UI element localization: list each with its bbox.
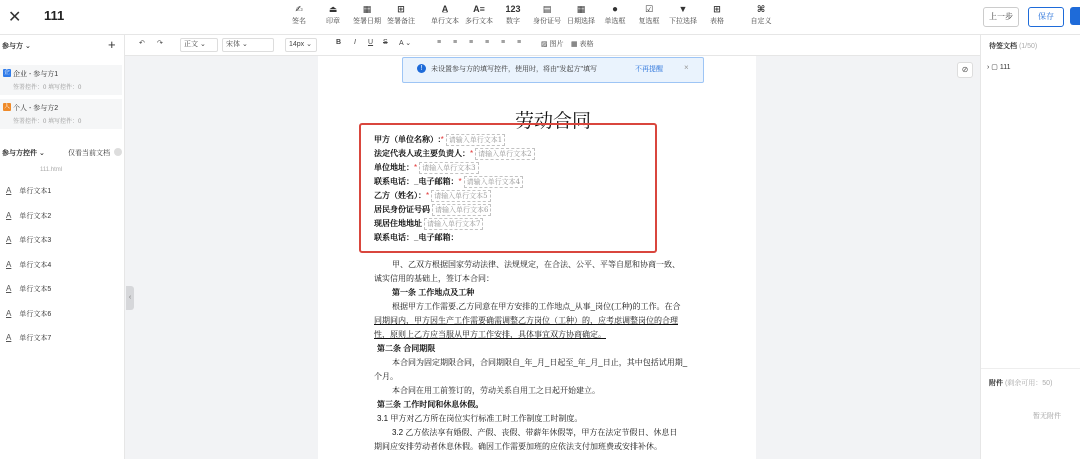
field-item[interactable] [6, 186, 51, 196]
underline-button[interactable]: U [368, 39, 374, 46]
divider [981, 368, 1080, 369]
field-item[interactable] [6, 309, 51, 319]
party-name: 企业 - 参与方1 [13, 71, 59, 78]
date-icon: ▦ [576, 4, 586, 14]
body-text: 本合同在用工前签订的，劳动关系自用工之日起开始建立。 [392, 386, 600, 395]
align-left-icon[interactable]: ≡ [437, 39, 442, 46]
redo-icon[interactable]: ↷ [157, 40, 163, 47]
text-field-placeholder[interactable]: 请输入单行文本2 [475, 148, 534, 160]
body-text: 同期间内，甲方因生产工作需要确需调整乙方岗位（工种）的，应考虑调整岗位的合理 [374, 316, 678, 325]
settings-icon[interactable]: ⊘ [957, 62, 973, 78]
field-label: 单行文本5 [19, 286, 52, 293]
attach-count: (剩余可用：50) [1004, 380, 1053, 387]
text-icon: A [6, 260, 12, 269]
tool-radio[interactable] [598, 3, 632, 26]
party-controls-title[interactable]: 参与方控件 ⌄ [2, 150, 45, 157]
custom-icon: ⌘ [756, 4, 766, 14]
field-label: 单行文本2 [19, 213, 52, 220]
tool-table[interactable] [700, 3, 734, 26]
tool-label: 数字 [506, 18, 520, 25]
field-item[interactable] [6, 235, 51, 245]
section-heading: 第三条 工作时间和休息休假。 [377, 400, 484, 409]
tool-checkbox[interactable] [632, 3, 666, 26]
send-button[interactable] [1070, 7, 1080, 25]
tool-label: 单选框 [604, 18, 626, 25]
number-icon: 123 [505, 4, 521, 14]
dont-remind-link[interactable]: 不再提醒 [635, 66, 663, 73]
tool-label: 多行文本 [465, 18, 493, 25]
tool-label: 下拉选择 [669, 18, 697, 25]
pending-docs-title [989, 41, 1037, 51]
document-name: 111 [44, 8, 65, 23]
party-a-name-line [374, 134, 505, 146]
text-icon: A [6, 186, 12, 195]
text-icon: A [6, 309, 12, 318]
tool-sign-date[interactable] [350, 3, 384, 26]
text-icon: A [6, 211, 12, 220]
person-icon: 人 [3, 104, 10, 110]
paragraph-style-select[interactable]: 正文 ⌄ [180, 38, 218, 52]
body-text: 本合同为固定期限合同，合同期限自_年_月_日起至_年_月_日止，其中包括试用期_ [392, 358, 688, 367]
close-icon[interactable]: ✕ [8, 9, 22, 26]
id-card-icon: ▤ [542, 4, 552, 14]
participants-title[interactable]: 参与方 ⌄ [2, 43, 31, 50]
tool-label: 身份证号 [533, 18, 561, 25]
tool-label: 日期选择 [567, 18, 595, 25]
document-title: 劳动合同 [515, 110, 592, 132]
participants-panel [0, 35, 125, 459]
text-icon: A̲ [441, 4, 449, 14]
text-field-placeholder[interactable]: 请输入单行文本4 [464, 176, 523, 188]
close-icon[interactable]: × [684, 63, 689, 72]
field-item[interactable] [6, 260, 51, 270]
tool-label: 签署备注 [387, 18, 415, 25]
strikethrough-button[interactable]: S [383, 39, 388, 46]
add-participant-icon[interactable]: + [108, 37, 116, 52]
required-mark: * [470, 149, 474, 158]
text-field-placeholder[interactable]: 请输入单行文本3 [419, 162, 478, 174]
field-item[interactable] [6, 284, 51, 294]
body-text: 期间应安排劳动者休息休假。确因工作需要加班的应依法支付加班费或安排补休。 [374, 442, 662, 451]
field-label: 单行文本4 [19, 262, 52, 269]
calendar-icon: ▦ [362, 4, 372, 14]
field-label: 单行文本1 [19, 188, 52, 195]
align-center-icon[interactable]: ≡ [453, 39, 458, 46]
required-mark: * [458, 177, 462, 186]
tool-label: 签名 [292, 18, 306, 25]
party-company[interactable] [0, 65, 122, 95]
body-text: 诚实信用的基础上，签订本合同： [374, 274, 494, 283]
italic-button[interactable]: I [354, 39, 356, 46]
tool-label: 单行文本 [431, 18, 459, 25]
line-label: 联系电话：_电子邮箱： [374, 233, 459, 242]
body-text: 3.1 甲方对乙方所在岗位实行标准工时工作制度工时制度。 [377, 414, 583, 423]
table-icon: ⊞ [713, 4, 721, 14]
show-current-toggle[interactable] [114, 148, 122, 156]
font-family-select[interactable]: 宋体 ⌄ [222, 38, 274, 52]
line-label: 联系电话：_电子邮箱： [374, 177, 459, 186]
body-text: 个月。 [374, 372, 398, 381]
editor-toolbar [125, 35, 980, 56]
field-label: 单行文本3 [19, 237, 52, 244]
line-label: 单位地址： [374, 163, 414, 172]
attach-title-text: 附件 [989, 380, 1003, 387]
contact-line-b [374, 232, 458, 243]
bold-button[interactable]: B [336, 39, 342, 46]
party-name: 个人 - 参与方2 [13, 105, 59, 112]
party-b-name-line [374, 190, 491, 202]
align-right-icon[interactable]: ≡ [469, 39, 474, 46]
text-icon: A [6, 235, 12, 244]
indent-icon[interactable]: ≡ [485, 39, 490, 46]
party-stats: 签署控件：0 填写控件：0 [13, 119, 82, 125]
body-text: 根据甲方工作需要,乙方同意在甲方安排的工作地点_从事_岗位(工种)的工作。在合 [392, 302, 681, 311]
tool-label: 印章 [326, 18, 340, 25]
contact-line [374, 176, 523, 188]
party-stats: 签署控件：0 填写控件：0 [13, 85, 82, 91]
residence-line [374, 218, 483, 230]
line-label: 甲方（单位名称）: [374, 135, 441, 144]
company-address-line [374, 162, 479, 174]
tool-label: 签署日期 [353, 18, 381, 25]
notice-text: 未设置参与方的填写控件，使用时，将由"发起方"填写 [431, 66, 597, 73]
required-mark: * [440, 135, 444, 144]
field-label: 单行文本7 [19, 335, 52, 342]
file-name: 111.html [40, 167, 63, 173]
tool-date-select[interactable] [564, 3, 598, 26]
tool-label: 表格 [710, 18, 724, 25]
seal-icon: ⏏ [328, 4, 338, 14]
tool-multi-line-text[interactable] [462, 3, 496, 26]
notice-banner [402, 57, 704, 83]
top-bar [0, 0, 1080, 35]
prev-step-button[interactable]: 上一步 [983, 7, 1019, 27]
no-attachments-text: 暂无附件 [1033, 413, 1061, 420]
text-field-placeholder[interactable]: 请输入单行文本1 [446, 134, 505, 146]
attachments-title [989, 378, 1052, 388]
radio-icon: ● [611, 4, 619, 15]
pending-docs-panel [980, 35, 1080, 459]
tool-custom[interactable] [744, 3, 778, 26]
insert-table-button[interactable]: ▦ 表格 [571, 41, 594, 48]
line-label: 法定代表人或主要负责人： [374, 149, 470, 158]
section-heading: 第二条 合同期限 [377, 344, 436, 353]
multiline-text-icon: A≡ [473, 4, 485, 14]
required-mark: * [414, 163, 418, 172]
font-size-select[interactable]: 14px ⌄ [285, 38, 317, 52]
line-label: 居民身份证号码 [374, 205, 430, 214]
doc-list-item[interactable]: › ▢ 111 [987, 64, 1011, 71]
line-label: 现居住地地址 [374, 219, 422, 228]
show-current-label: 仅看当前文档 [68, 150, 110, 157]
line-label: 乙方（姓名）： [374, 191, 426, 200]
tool-id-number[interactable] [530, 3, 564, 26]
text-field-placeholder[interactable]: 请输入单行文本6 [432, 204, 491, 216]
info-icon: ! [417, 64, 426, 73]
tool-label: 自定义 [750, 18, 772, 25]
tool-sign-note[interactable] [384, 3, 418, 26]
tool-dropdown[interactable] [666, 3, 700, 26]
text-field-placeholder[interactable]: 请输入单行文本7 [424, 218, 483, 230]
id-number-line [374, 204, 491, 216]
font-color-button[interactable]: A ⌄ [399, 40, 412, 47]
field-item[interactable] [6, 333, 51, 343]
collapse-panel-handle[interactable]: ‹ [126, 286, 134, 310]
legal-rep-line [374, 148, 535, 160]
signature-icon: ✍ [295, 4, 303, 14]
outdent-icon[interactable]: ≡ [501, 39, 506, 46]
checkbox-icon: ☑ [644, 4, 654, 14]
tool-number[interactable] [496, 3, 530, 26]
dropdown-icon: ▼ [678, 4, 688, 14]
tool-label: 复选框 [638, 18, 660, 25]
section-heading: 第一条 工作地点及工种 [392, 288, 475, 297]
text-field-placeholder[interactable]: 请输入单行文本5 [431, 190, 490, 202]
tool-single-line-text[interactable] [428, 3, 462, 26]
tool-signature[interactable] [282, 3, 316, 26]
required-mark: * [426, 191, 430, 200]
company-icon: 企 [3, 70, 10, 76]
undo-icon[interactable]: ↶ [139, 40, 145, 47]
text-icon: A [6, 333, 12, 342]
insert-image-button[interactable]: ▨ 图片 [541, 41, 564, 48]
text-icon: A [6, 284, 12, 293]
party-person[interactable] [0, 99, 122, 129]
save-button[interactable]: 保存 [1028, 7, 1064, 27]
body-text: 甲、乙双方根据国家劳动法律、法规规定，在合法、公平、平等自愿和协商一致、 [392, 260, 680, 269]
control-toolbar [282, 3, 778, 26]
pending-count: (1/50) [1018, 43, 1038, 50]
field-label: 单行文本6 [19, 311, 52, 318]
body-text: 3.2 乙方依法享有婚假、产假、丧假、带薪年休假等，甲方在法定节假日、休息日 [392, 428, 678, 437]
tool-seal[interactable] [316, 3, 350, 26]
field-item[interactable] [6, 211, 51, 221]
note-icon: ⊞ [397, 4, 405, 14]
body-text: 性，原则上乙方应当服从甲方工作安排，具体事宜双方协商确定。 [374, 330, 606, 339]
pending-title-text: 待签文档 [989, 43, 1017, 50]
line-height-icon[interactable]: ≡ [517, 39, 522, 46]
